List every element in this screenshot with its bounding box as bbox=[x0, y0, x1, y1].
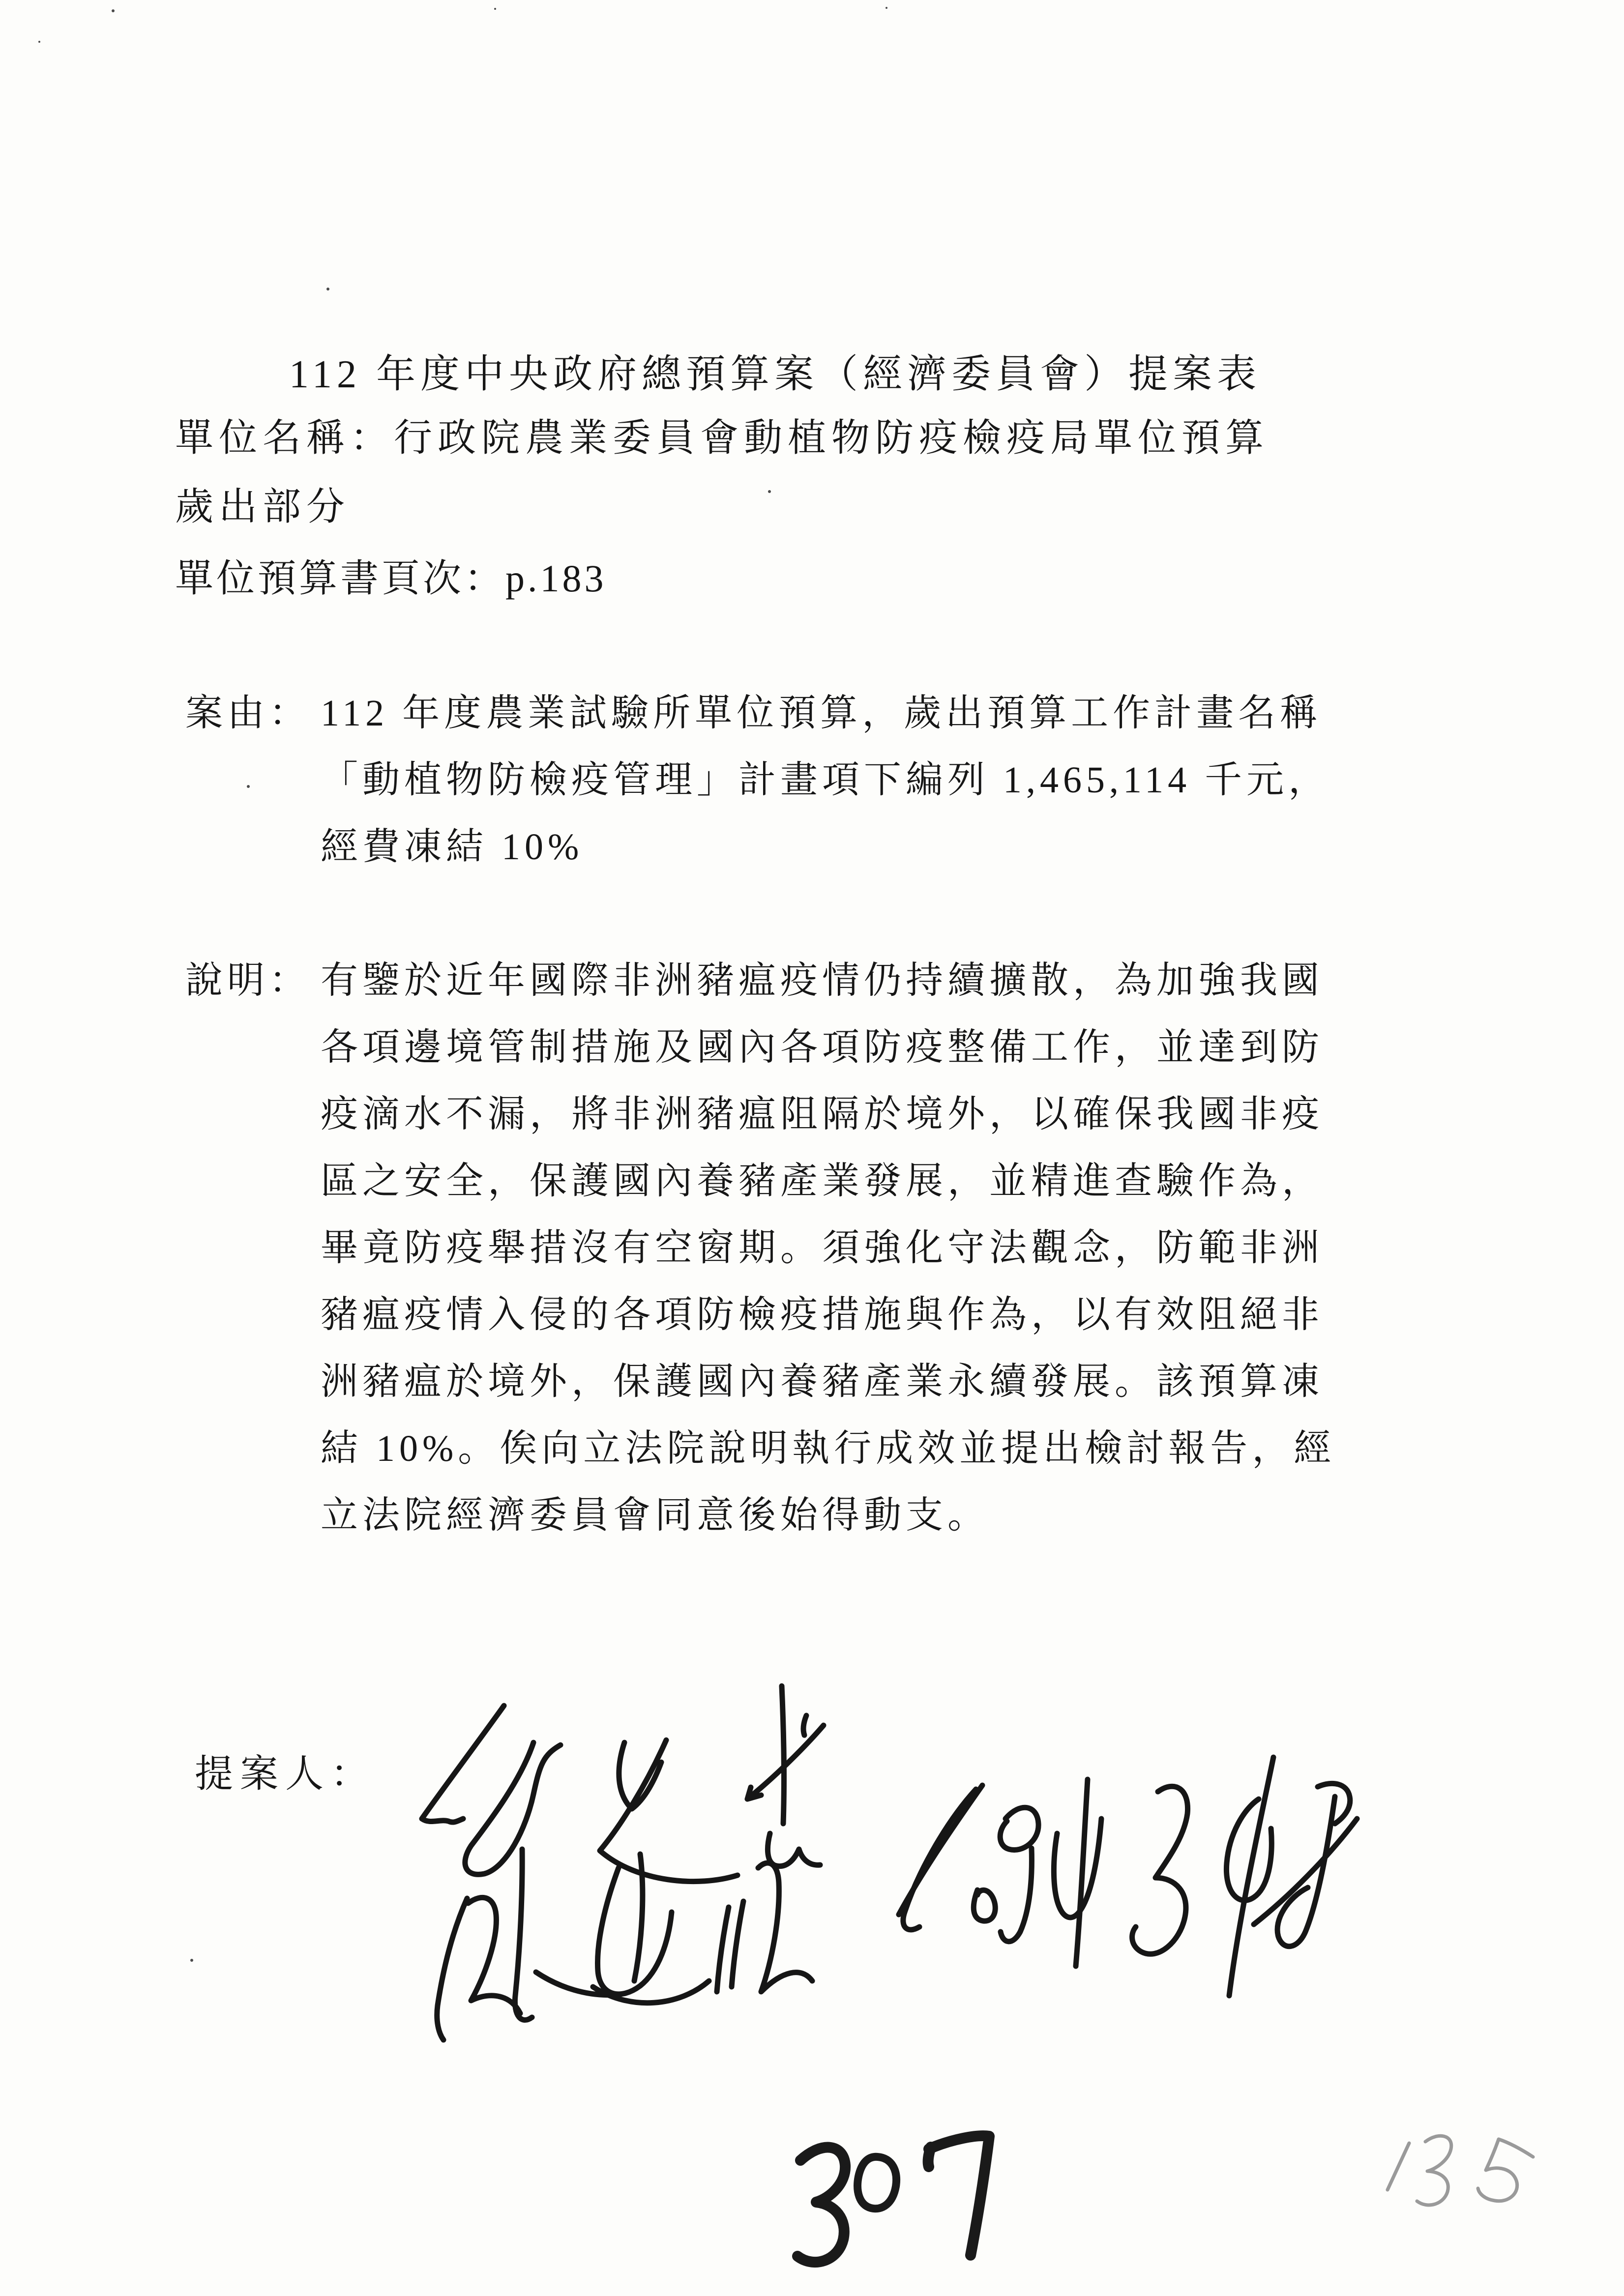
handwritten-page-number-center bbox=[797, 2136, 989, 2262]
case-label: 案由： bbox=[185, 693, 311, 734]
explanation-line-9: 立法院經濟委員會同意後始得動支。 bbox=[321, 1495, 989, 1536]
handwritten-page-number-corner bbox=[1388, 2136, 1533, 2205]
document-title: 112 年度中央政府總預算案（經濟委員會）提案表 bbox=[289, 353, 1262, 396]
explanation-line-7: 洲豬瘟於境外，保護國內養豬產業永續發展。該預算凍 bbox=[321, 1361, 1324, 1402]
budget-book-page-line: 單位預算書頁次：p.183 bbox=[175, 557, 607, 600]
case-line-1: 112 年度農業試驗所單位預算，歲出預算工作計畫名稱 bbox=[321, 693, 1322, 734]
unit-name-line: 單位名稱：行政院農業委員會動植物防疫檢疫局單位預算 bbox=[175, 416, 1270, 459]
proposer-signature-3 bbox=[899, 1757, 1357, 1996]
explanation-line-6: 豬瘟疫情入侵的各項防檢疫措施與作為，以有效阻絕非 bbox=[321, 1294, 1324, 1336]
explanation-line-3: 疫滴水不漏，將非洲豬瘟阻隔於境外，以確保我國非疫 bbox=[321, 1094, 1324, 1135]
scan-noise-specks bbox=[38, 7, 887, 1962]
explanation-line-2: 各項邊境管制措施及國內各項防疫整備工作，並達到防 bbox=[321, 1027, 1324, 1068]
proposer-signature-2 bbox=[437, 1849, 812, 2040]
explanation-line-1: 有鑒於近年國際非洲豬瘟疫情仍持續擴散，為加強我國 bbox=[321, 960, 1324, 1001]
explanation-line-8: 結 10%。俟向立法院說明執行成效並提出檢討報告，經 bbox=[321, 1428, 1336, 1469]
explanation-line-5: 畢竟防疫舉措沒有空窗期。須強化守法觀念，防範非洲 bbox=[321, 1227, 1324, 1269]
explanation-label: 說明： bbox=[185, 960, 311, 1001]
case-line-2: 「動植物防檢疫管理」計畫項下編列 1,465,114 千元， bbox=[321, 759, 1330, 801]
explanation-line-4: 區之安全，保護國內養豬產業發展，並精進查驗作為， bbox=[321, 1161, 1324, 1202]
proposer-label: 提案人： bbox=[195, 1752, 376, 1795]
expenditure-section-line: 歲出部分 bbox=[175, 485, 351, 528]
proposer-signature-1 bbox=[422, 1686, 824, 1882]
case-line-3: 經費凍結 10% bbox=[321, 826, 584, 868]
